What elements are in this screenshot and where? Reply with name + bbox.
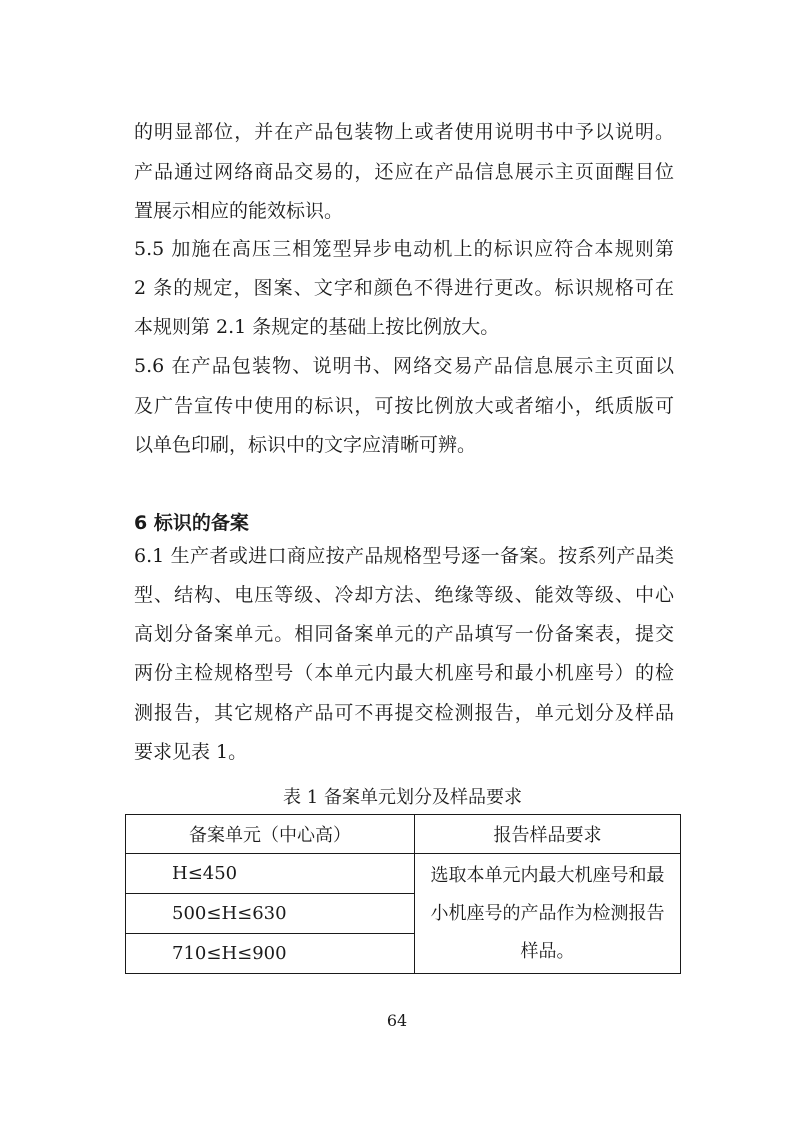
- clause-6-1-line: 要求见表 1。: [134, 741, 248, 763]
- clause-5-5-line: 2 条的规定，图案、文字和颜色不得进行更改。标识规格可在: [134, 277, 674, 299]
- clause-6-1-line: 6.1 生产者或进口商应按产品规格型号逐一备案。按系列产品类: [134, 545, 674, 567]
- column-header-filing-unit: 备案单元（中心高）: [126, 815, 415, 854]
- sample-requirement-cell: 选取本单元内最大机座号和最小机座号的产品作为检测报告样品。: [415, 854, 681, 974]
- clause-6-1-line: 测报告，其它规格产品可不再提交检测报告，单元划分及样品: [134, 702, 674, 724]
- filing-unit-table: [125, 814, 681, 974]
- paragraph-line: 的明显部位，并在产品包装物上或者使用说明书中予以说明。: [134, 121, 674, 143]
- filing-unit-cell: 710≤H≤900: [126, 934, 415, 974]
- clause-5-6-line: 5.6 在产品包装物、说明书、网络交易产品信息展示主页面以: [134, 355, 674, 377]
- clause-5-5-line: 5.5 加施在高压三相笼型异步电动机上的标识应符合本规则第: [134, 238, 674, 260]
- column-header-sample-requirement: 报告样品要求: [415, 815, 681, 854]
- page-number: 64: [386, 1011, 408, 1030]
- clause-5-6-line: 以单色印刷，标识中的文字应清晰可辨。: [134, 434, 477, 456]
- filing-unit-cell: 500≤H≤630: [126, 894, 415, 934]
- paragraph-line: 产品通过网络商品交易的，还应在产品信息展示主页面醒目位: [134, 161, 674, 183]
- clause-6-1-line: 型、结构、电压等级、冷却方法、绝缘等级、能效等级、中心: [134, 584, 674, 606]
- table-row: [126, 854, 681, 894]
- filing-unit-cell: H≤450: [126, 854, 415, 894]
- clause-6-1-line: 高划分备案单元。相同备案单元的产品填写一份备案表，提交: [134, 623, 674, 645]
- clause-6-1-line: 两份主检规格型号（本单元内最大机座号和最小机座号）的检: [134, 662, 674, 684]
- section-heading: 6 标识的备案: [134, 512, 249, 534]
- table-caption: 表 1 备案单元划分及样品要求: [283, 787, 522, 808]
- table-header-row: [126, 815, 681, 854]
- clause-5-5-line: 本规则第 2.1 条规定的基础上按比例放大。: [134, 316, 500, 338]
- clause-5-6-line: 及广告宣传中使用的标识，可按比例放大或者缩小，纸质版可: [134, 395, 674, 417]
- paragraph-line: 置展示相应的能效标识。: [134, 200, 344, 222]
